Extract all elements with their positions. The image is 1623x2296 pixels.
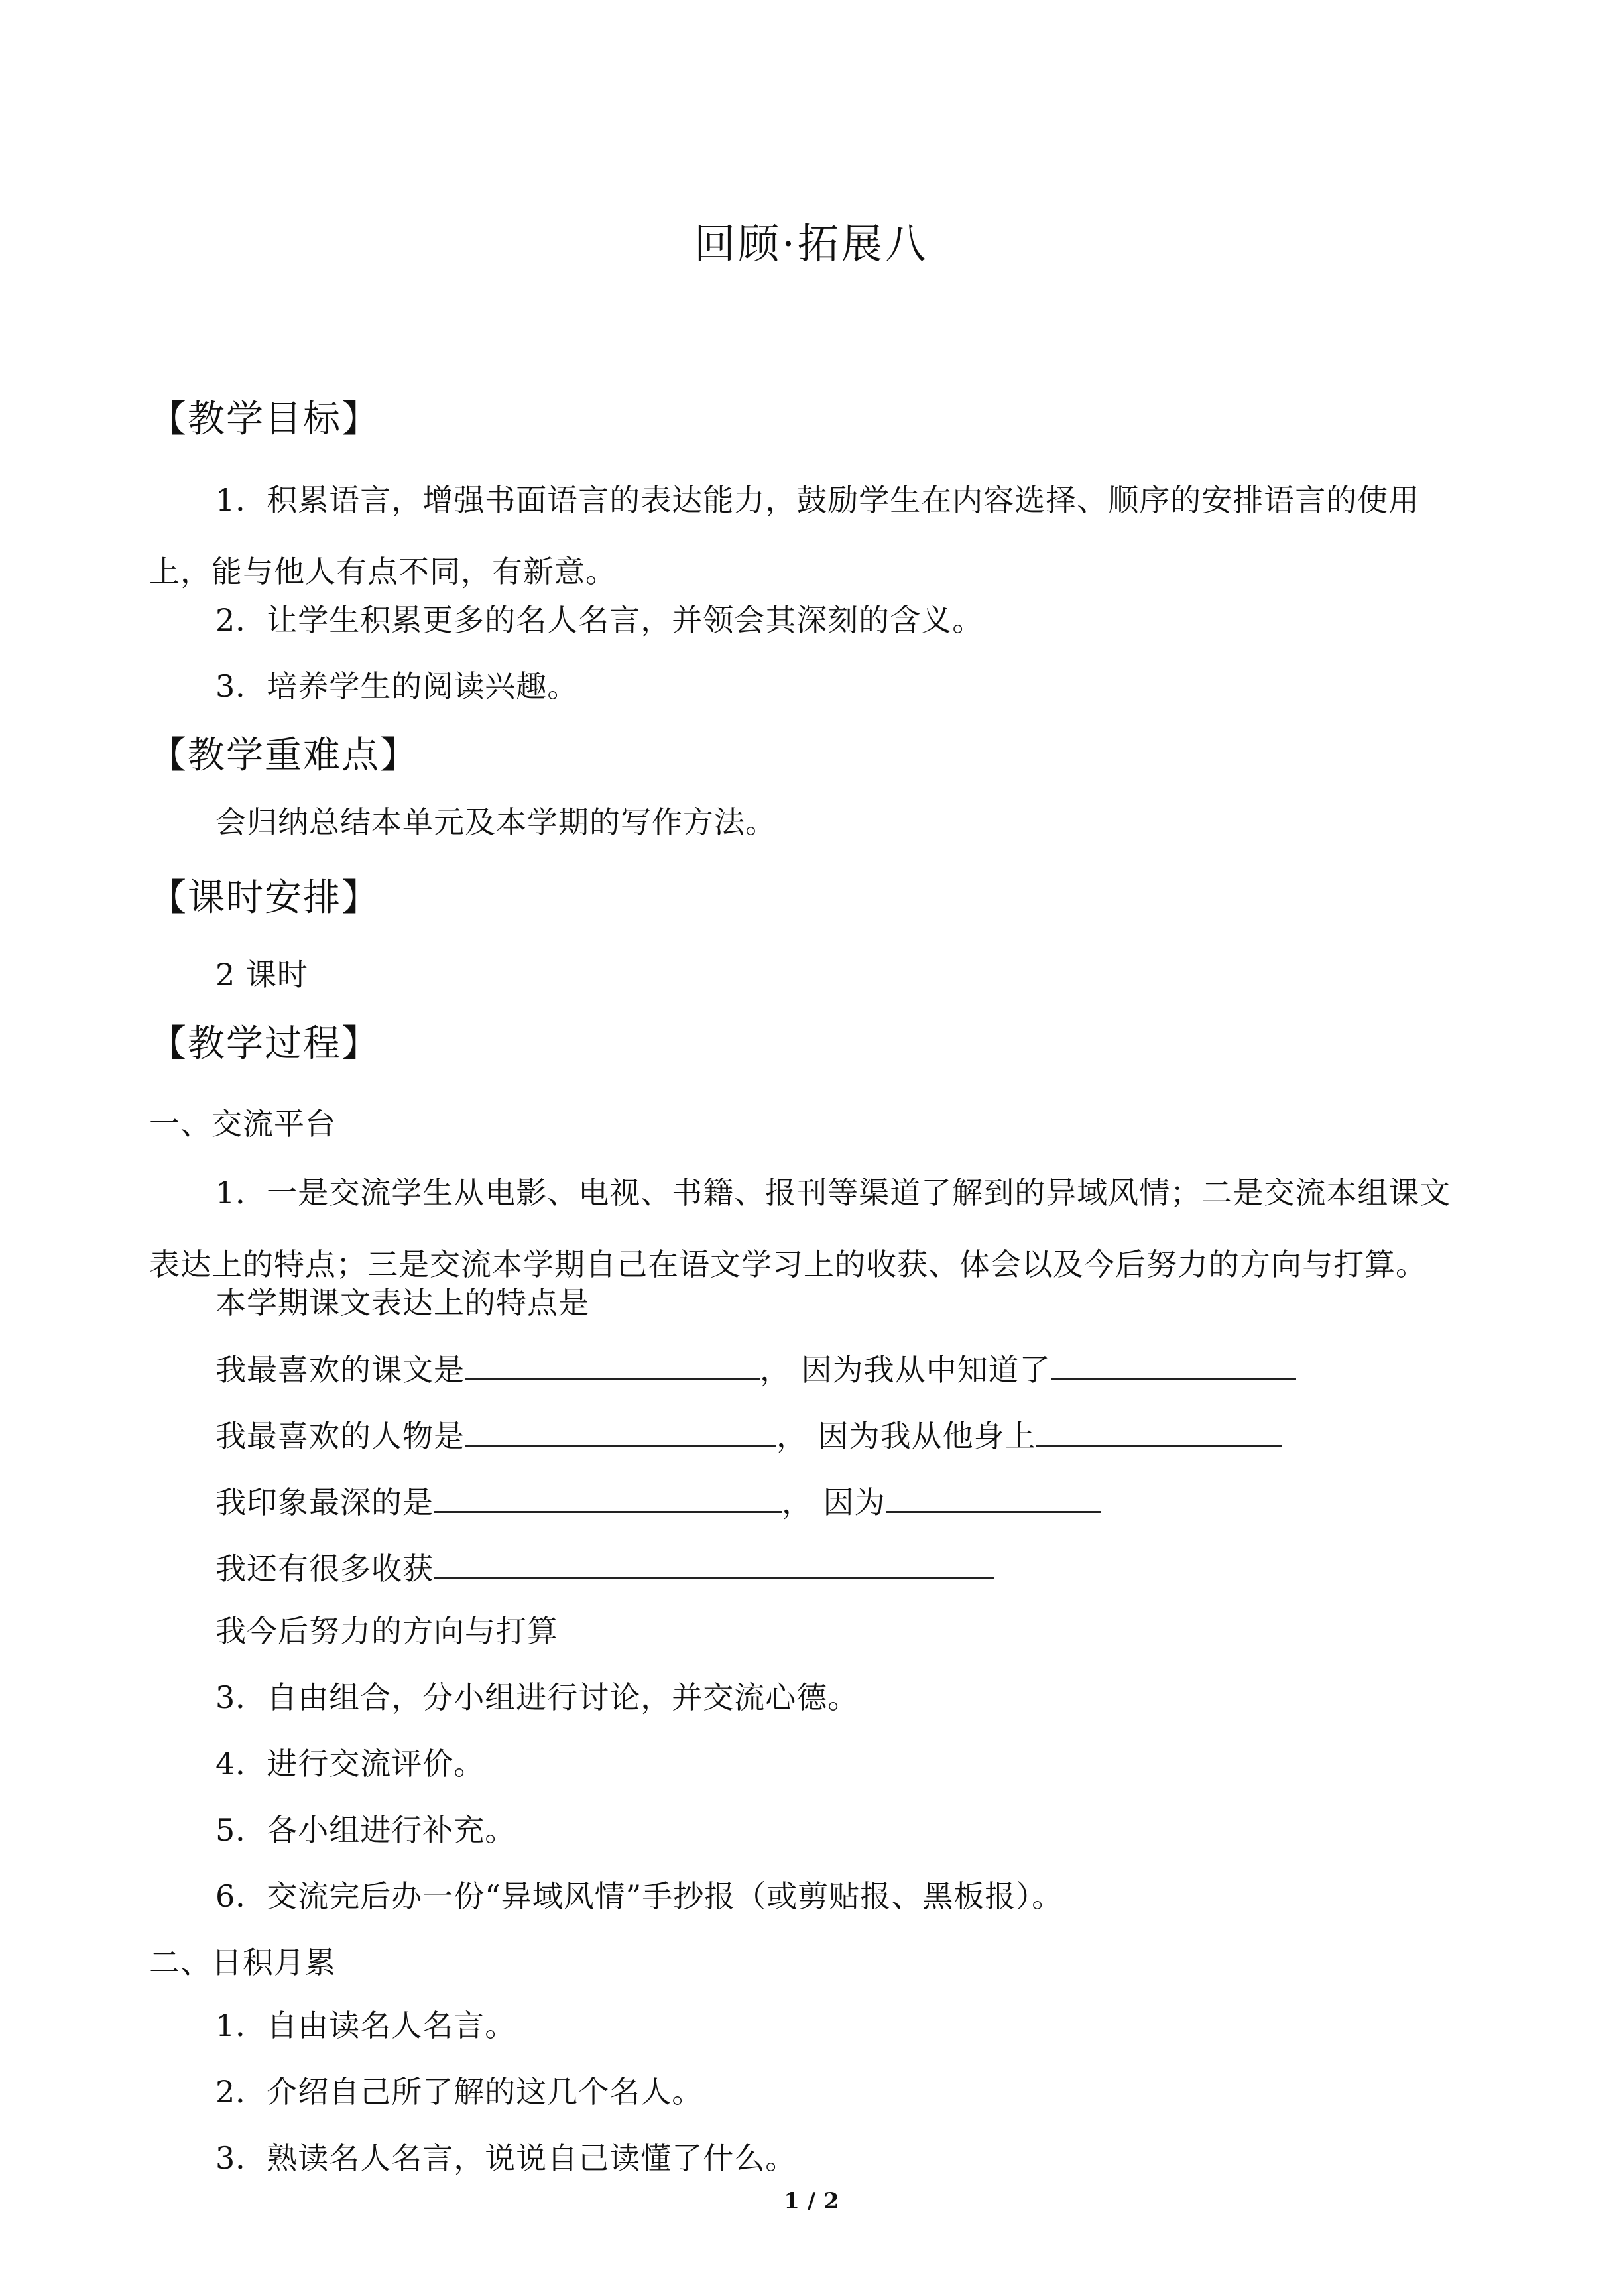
fill-row-1-label-a: 我最喜欢的课文是	[215, 1352, 465, 1388]
fill-blank-1b[interactable]	[1051, 1349, 1296, 1380]
part-1-line-plans: 我今后努力的方向与打算	[215, 1613, 558, 1649]
fill-row-2-label-a: 我最喜欢的人物是	[215, 1418, 465, 1454]
fill-blank-2a[interactable]	[465, 1416, 776, 1447]
part-1-title: 一、交流平台	[149, 1106, 336, 1142]
fill-blank-4[interactable]	[434, 1548, 994, 1579]
fill-row-2	[215, 1412, 1282, 1456]
fill-blank-3a[interactable]	[434, 1482, 782, 1513]
fill-row-3-label-a: 我印象最深的是	[215, 1484, 434, 1520]
goal-2: 2．让学生积累更多的名人名言，并领会其深刻的含义。	[215, 602, 984, 638]
heading-goals: 【教学目标】	[149, 398, 380, 441]
fill-blank-3b[interactable]	[886, 1482, 1101, 1513]
part-2-title: 二、日积月累	[149, 1945, 336, 1980]
part-2-item-3: 3．熟读名人名言，说说自己读懂了什么。	[215, 2140, 797, 2176]
heading-key-points: 【教学重难点】	[149, 734, 418, 777]
schedule-text: 2 课时	[215, 957, 308, 993]
heading-schedule: 【课时安排】	[149, 876, 380, 920]
part-2-item-1: 1．自由读名人名言。	[215, 2008, 516, 2043]
fill-row-1	[215, 1346, 1296, 1390]
part-1-item-3: 3．自由组合，分小组进行讨论，并交流心德。	[215, 1679, 859, 1715]
part-1-item-4: 4．进行交流评价。	[215, 1746, 485, 1782]
key-points-text: 会归纳总结本单元及本学期的写作方法。	[215, 804, 776, 840]
page-title: 回顾·拓展八	[694, 219, 929, 268]
part-1-line-features: 本学期课文表达上的特点是	[215, 1285, 589, 1321]
fill-row-2-label-b: ， 因为我从他身上	[776, 1418, 1036, 1454]
page-number: 1 / 2	[784, 2188, 839, 2214]
goal-1: 1．积累语言，增强书面语言的表达能力，鼓励学生在内容选择、顺序的安排语言的使用上，能与他人有点不同，有新意。	[149, 482, 1420, 589]
fill-row-3-label-b: ， 因为	[782, 1484, 886, 1520]
fill-row-4	[215, 1545, 994, 1589]
fill-row-3	[215, 1479, 1101, 1522]
fill-blank-1a[interactable]	[465, 1349, 760, 1380]
fill-row-1-label-b: ， 因为我从中知道了	[760, 1352, 1051, 1388]
fill-blank-2b[interactable]	[1036, 1416, 1282, 1447]
fill-row-4-label-a: 我还有很多收获	[215, 1551, 434, 1587]
heading-process: 【教学过程】	[149, 1022, 380, 1065]
part-1-item-1: 1．一是交流学生从电影、电视、书籍、报刊等渠道了解到的异域风情；二是交流本组课文表达上的特点；三是交流本学期自己在语文学习上的收获、体会以及今后努力的方向与打算。	[149, 1175, 1451, 1282]
part-1-item-5: 5．各小组进行补充。	[215, 1812, 516, 1848]
part-2-item-2: 2．介绍自己所了解的这几个名人。	[215, 2074, 703, 2110]
part-1-item-6: 6．交流完后办一份“异域风情”手抄报（或剪贴报、黑板报）。	[215, 1878, 1063, 1914]
goal-3: 3．培养学生的阅读兴趣。	[215, 668, 579, 704]
